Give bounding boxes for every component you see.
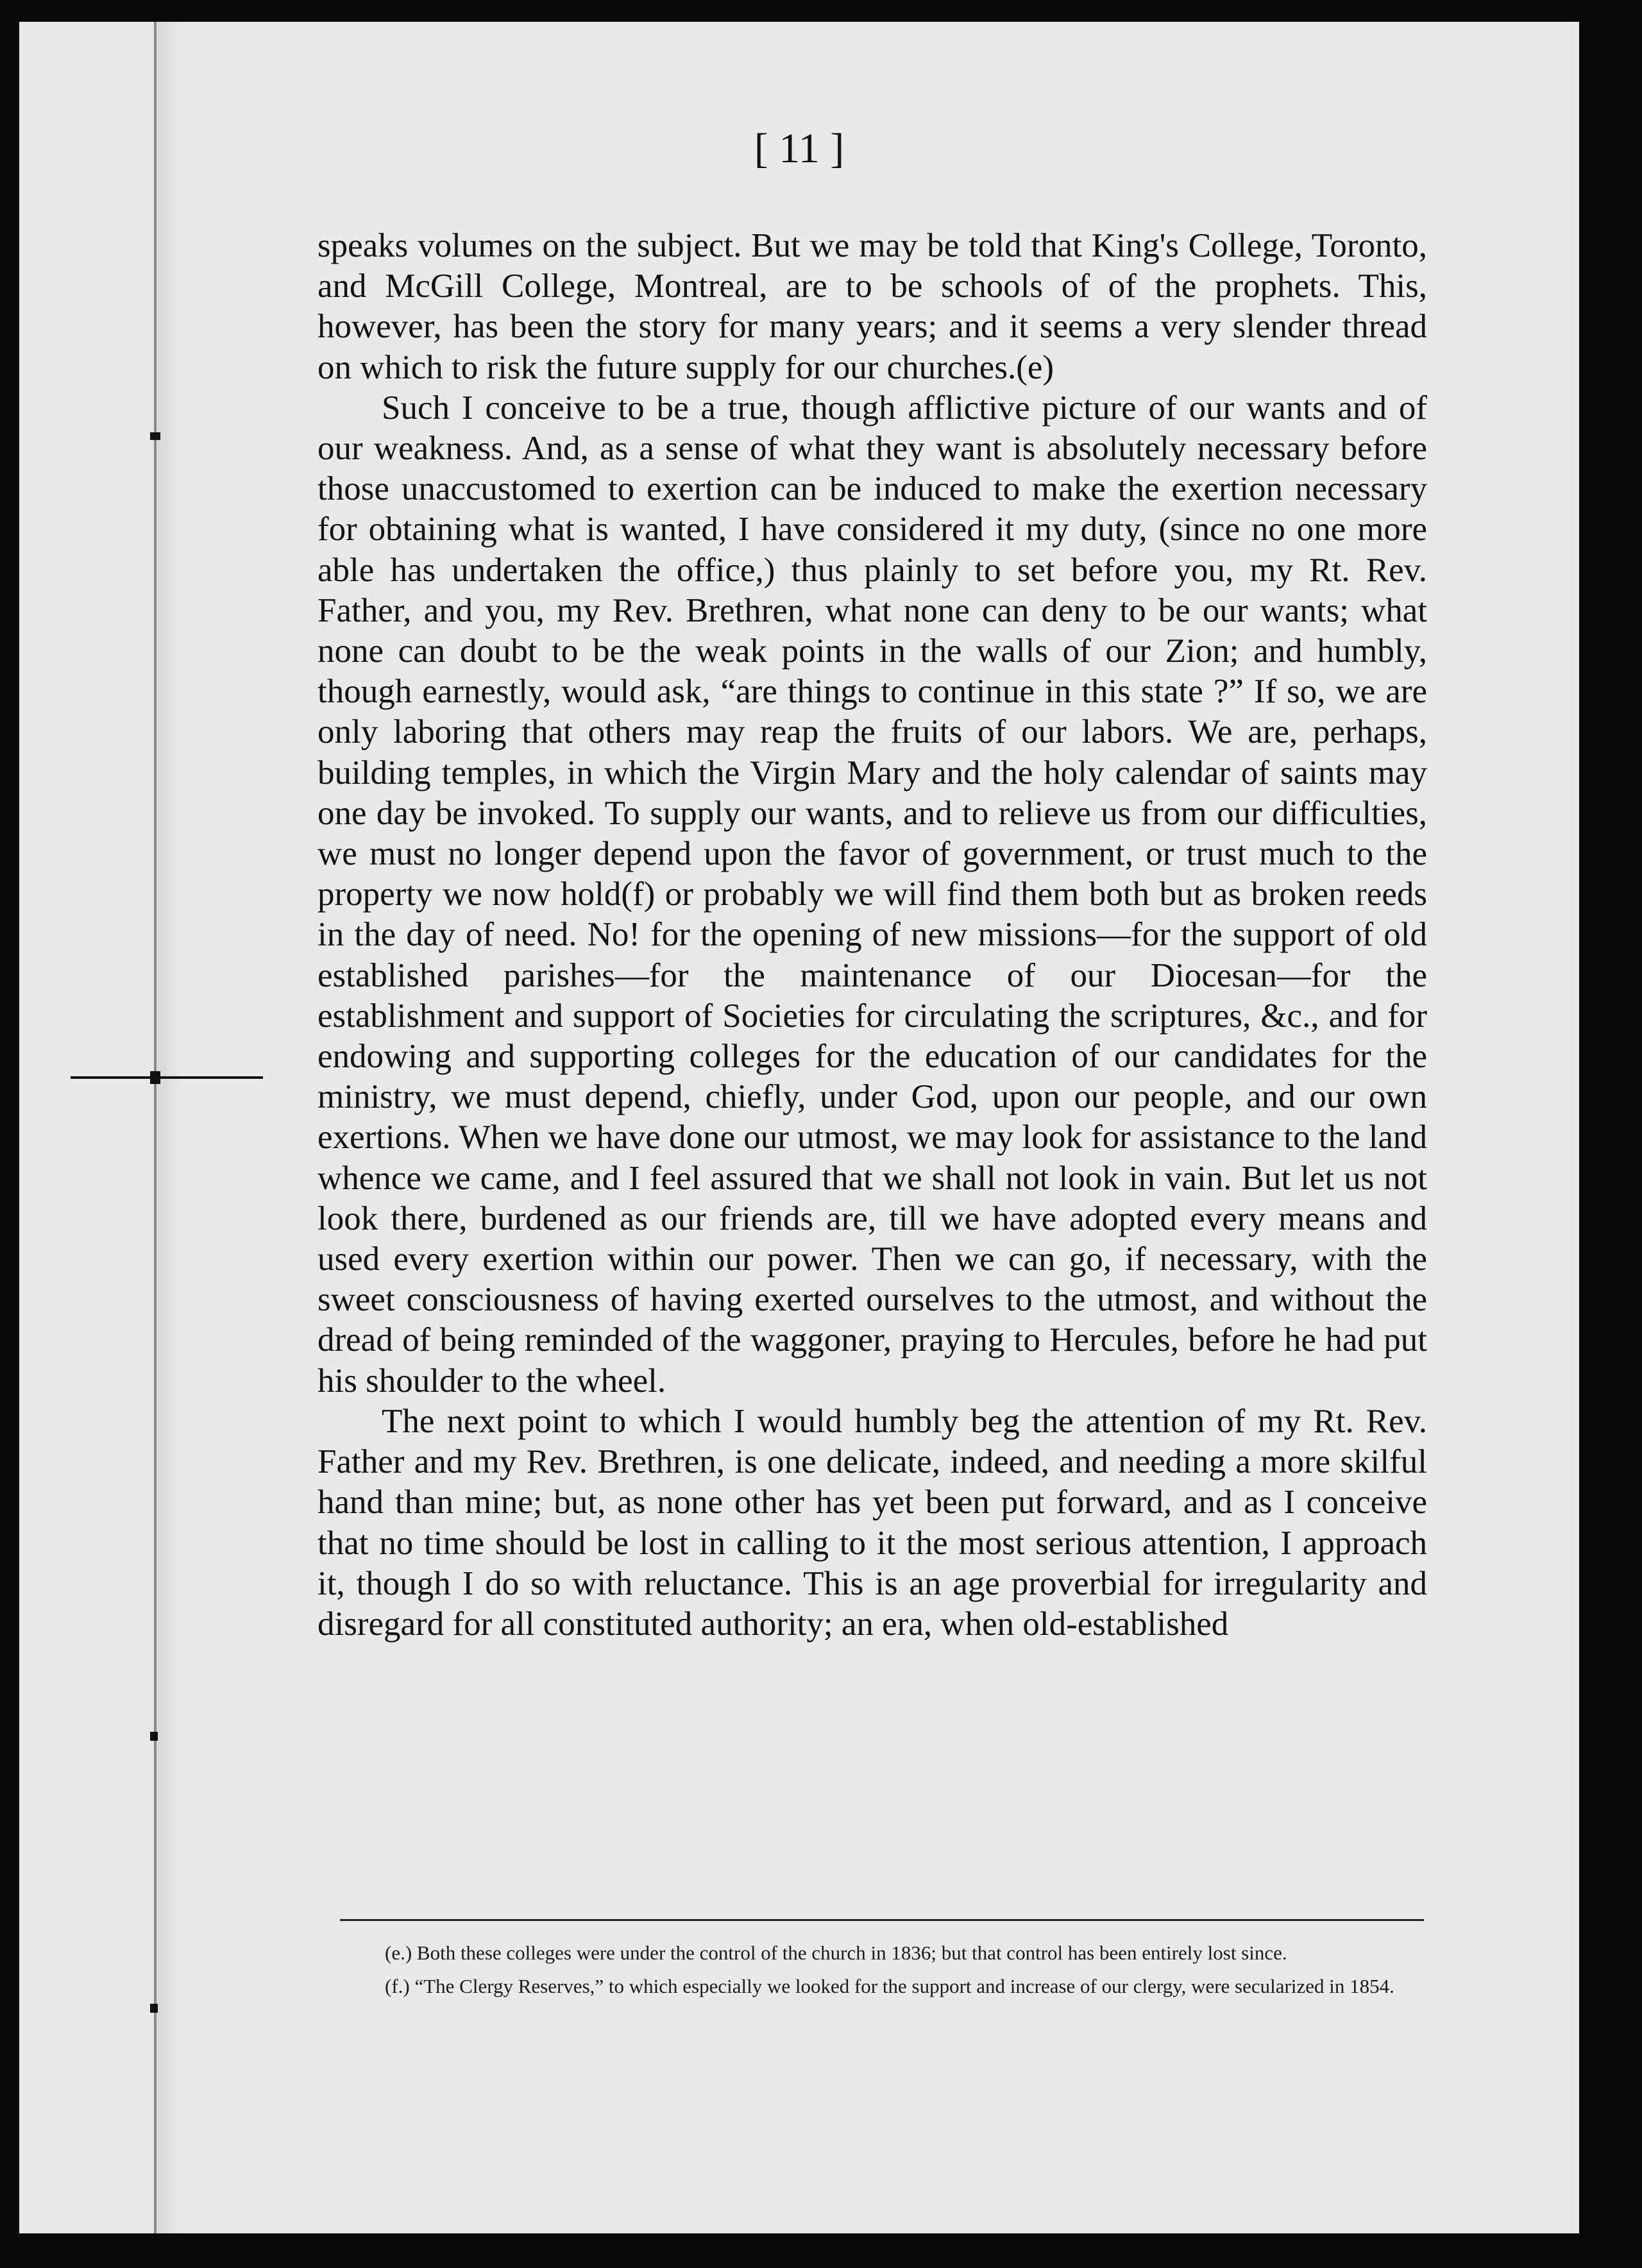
scanned-page xyxy=(19,22,1579,2233)
footnotes xyxy=(340,1941,1424,2008)
binding-mark xyxy=(150,1732,158,1741)
binding-shadow xyxy=(157,22,182,2233)
paragraph: speaks volumes on the subject. But we may be told that King's College, Toronto, and McGill College, Montreal, are to be schools of of the prophets. This, however, has been the story for many years; and it seems a very slender thread on which to risk the future supply for our churches.(e) xyxy=(317,227,1427,386)
paragraph: The next point to which I would humbly beg the attention of my Rt. Rev. Father and my Rev. Brethren, is one delicate, indeed, and needing a more skilful hand than mine; but, as none other has yet been put forward, and as I conceive that no time should be lost in calling to it the most serious attention, I approach it, though I do so with reluctance. This is an age proverbial for irregularity and disregard for all constituted authority; an era, when old-established xyxy=(317,1402,1427,1643)
binding-mark xyxy=(150,1071,160,1084)
paragraph: Such I conceive to be a true, though afflictive picture of our wants and of our weakness. And, as a sense of what they want is absolutely necessary before those unaccustomed to exertion can be induced to make the exertion necessary for obtaining what is wanted, I have considered it my duty, (since no one more able has undertaken the office,) thus plainly to set before you, my Rt. Rev. Father, and you, my Rev. Brethren, what none can deny to be our wants; what none can doubt to be the weak points in the walls of our Zion; and humbly, though earnestly, would ask, “are things to continue in this state ?” If so, we are only laboring that others may reap the fruits of our labors. We are, perhaps, building temples, in which the Virgin Mary and the holy calendar of saints may one day be invoked. To supply our wants, and to relieve us from our difficulties, we must no longer depend upon the favor of government, or trust much to the property we now hold(f) or probably we will find them both but as broken reeds in the day of need. No! for the opening of new missions—for the support of old established parishes—for the maintenance of our Diocesan—for the establishment and support of Societies for circulating the scriptures, &c., and for endowing and supporting colleges for the education of our candidates for the ministry, we must depend, chiefly, under God, upon our people, and our own exertions. When we have done our utmost, we may look for assistance to the land whence we came, and I feel assured that we shall not look in vain. But let us not look there, burdened as our friends are, till we have adopted every means and used every exertion within our power. Then we can go, if necessary, with the sweet consciousness of having exerted ourselves to the utmost, and without the dread of being reminded of the waggoner, praying to Hercules, before he had put his shoulder to the wheel. xyxy=(317,389,1427,1400)
footnote: (e.) Both these colleges were under the control of the church in 1836; but that control has been entirely lost since. xyxy=(385,1942,1287,1964)
binding-mark xyxy=(150,2004,158,2013)
page-number: [ 11 ] xyxy=(754,125,845,172)
body-text xyxy=(317,226,1427,1645)
footnote-rule xyxy=(340,1919,1424,1921)
binding-mark xyxy=(150,432,160,440)
footnote: (f.) “The Clergy Reserves,” to which especially we looked for the support and increase of our clergy, were secularized in 1854. xyxy=(385,1975,1394,1997)
binding-mark xyxy=(71,1076,263,1079)
